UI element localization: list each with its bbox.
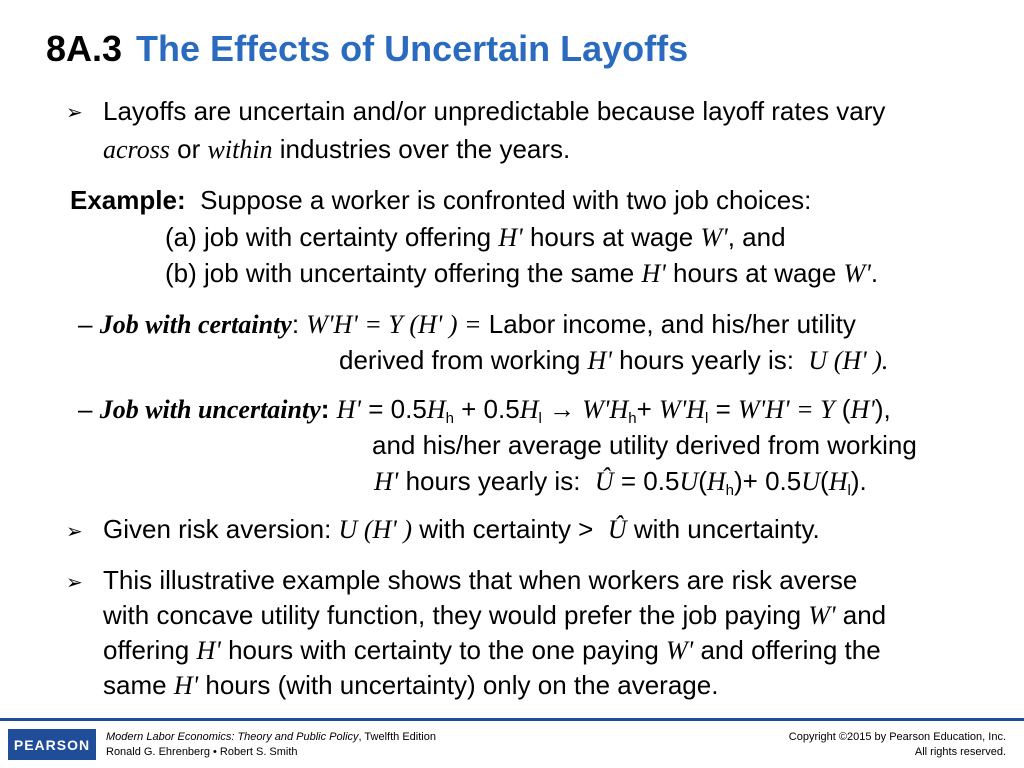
uncertainty-line1: – Job with uncertainty: $H' = 0.5H_h + 0.5H_l \to W'H_h+ W'H_l = W'H' = Y$ (H'),: [78, 394, 891, 427]
example-b: (b) job with uncertainty offering the same H' hours at wage W'.: [165, 258, 879, 288]
title-text: The Effects of Uncertain Layoffs: [136, 28, 689, 69]
bullet-arrow-icon: ➢: [66, 102, 83, 124]
bullet-arrow-icon: ➢: [66, 572, 83, 594]
bullet1-line1: Layoffs are uncertain and/or unpredictable because layoff rates vary: [103, 96, 886, 126]
bullet3-line1: This illustrative example shows that when workers are risk averse: [103, 565, 858, 595]
bullet-arrow-icon: ➢: [66, 521, 83, 543]
bullet3-line3: offering H' hours with certainty to the one paying W' and offering the: [103, 635, 881, 665]
example-intro: Example: Suppose a worker is confronted with two job choices:: [70, 185, 812, 215]
uncertainty-line2: and his/her average utility derived from working: [372, 430, 917, 460]
bullet3-line2: with concave utility function, they would prefer the job paying W' and: [103, 600, 887, 630]
book-authors: Ronald G. Ehrenberg • Robert S. Smith: [106, 746, 298, 758]
book-title: Modern Labor Economics: Theory and Public Policy, Twelfth Edition: [106, 731, 436, 743]
certainty-line1: – Job with certainty: W'H' = Y (H' ) = Labor income, and his/her utility: [78, 309, 856, 339]
example-a: (a) job with certainty offering H' hours at wage W', and: [165, 222, 786, 252]
copyright: Copyright ©2015 by Pearson Education, Inc.: [788, 731, 1006, 743]
section-number: 8A.3: [46, 28, 123, 69]
certainty-line2: derived from working H' hours yearly is: U (H' ).: [339, 345, 889, 375]
slide-title: [46, 28, 688, 70]
uncertainty-line3: H' hours yearly is: Û = $0.5U(H_h)+ 0.5U(H_l)$.: [374, 466, 867, 499]
bullet1-line2: across or within industries over the years.: [103, 134, 571, 164]
bullet3-line4: same H' hours (with uncertainty) only on the average.: [103, 670, 719, 700]
rights: All rights reserved.: [914, 746, 1006, 758]
footer: [0, 722, 1024, 768]
footer-divider: [0, 718, 1024, 721]
bullet2-text: Given risk aversion: U (H' ) with certainty > Û with uncertainty.: [103, 514, 820, 544]
pearson-logo: PEARSON: [8, 729, 96, 760]
